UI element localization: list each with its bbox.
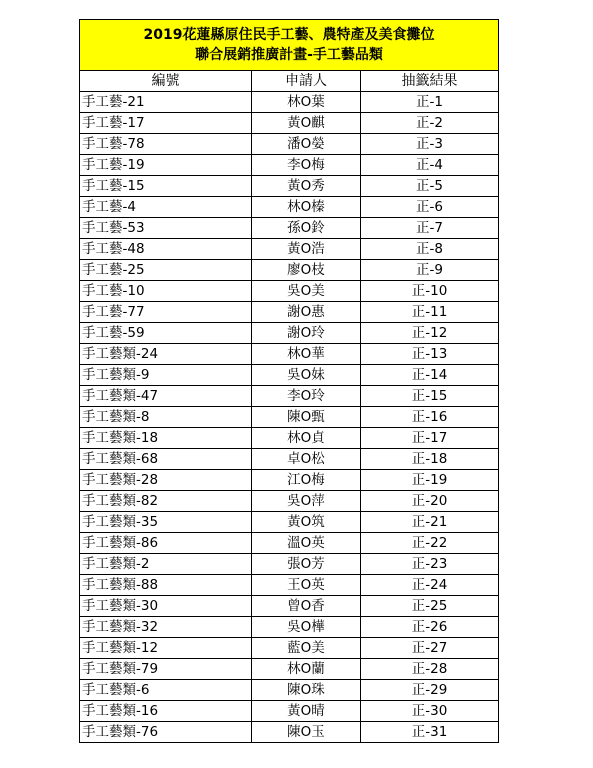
cell-applicant: 卓O松	[252, 449, 361, 470]
cell-result: 正-25	[361, 596, 499, 617]
cell-result: 正-30	[361, 701, 499, 722]
table-row	[80, 323, 499, 344]
table-row	[80, 575, 499, 596]
cell-applicant: 吳O美	[252, 281, 361, 302]
cell-applicant: 吳O萍	[252, 491, 361, 512]
cell-id: 手工藝類-79	[80, 659, 252, 680]
cell-applicant: 黃O晴	[252, 701, 361, 722]
cell-id: 手工藝類-76	[80, 722, 252, 743]
cell-id: 手工藝-10	[80, 281, 252, 302]
cell-result: 正-21	[361, 512, 499, 533]
cell-id: 手工藝類-18	[80, 428, 252, 449]
table-row	[80, 617, 499, 638]
cell-applicant: 林O華	[252, 344, 361, 365]
cell-result: 正-13	[361, 344, 499, 365]
cell-applicant: 陳O玉	[252, 722, 361, 743]
cell-result: 正-11	[361, 302, 499, 323]
cell-id: 手工藝-78	[80, 134, 252, 155]
table-row	[80, 218, 499, 239]
cell-id: 手工藝-21	[80, 92, 252, 113]
title-line-2: 聯合展銷推廣計畫-手工藝品類	[195, 47, 383, 63]
cell-id: 手工藝-77	[80, 302, 252, 323]
cell-applicant: 陳O甄	[252, 407, 361, 428]
cell-result: 正-19	[361, 470, 499, 491]
cell-result: 正-31	[361, 722, 499, 743]
cell-result: 正-2	[361, 113, 499, 134]
cell-result: 正-4	[361, 155, 499, 176]
cell-applicant: 陳O珠	[252, 680, 361, 701]
table-row	[80, 533, 499, 554]
cell-result: 正-7	[361, 218, 499, 239]
cell-result: 正-23	[361, 554, 499, 575]
cell-applicant: 孫O鈴	[252, 218, 361, 239]
cell-id: 手工藝類-86	[80, 533, 252, 554]
table-row	[80, 239, 499, 260]
cell-id: 手工藝-17	[80, 113, 252, 134]
cell-applicant: 江O梅	[252, 470, 361, 491]
cell-applicant: 王O英	[252, 575, 361, 596]
cell-applicant: 李O玲	[252, 386, 361, 407]
table-row	[80, 386, 499, 407]
cell-result: 正-16	[361, 407, 499, 428]
table-row	[80, 701, 499, 722]
cell-id: 手工藝類-6	[80, 680, 252, 701]
table-row	[80, 554, 499, 575]
cell-id: 手工藝類-16	[80, 701, 252, 722]
table-row	[80, 470, 499, 491]
cell-result: 正-20	[361, 491, 499, 512]
lottery-results-table	[79, 19, 499, 743]
table-row	[80, 134, 499, 155]
table-row	[80, 344, 499, 365]
cell-id: 手工藝類-9	[80, 365, 252, 386]
cell-id: 手工藝類-32	[80, 617, 252, 638]
cell-result: 正-5	[361, 176, 499, 197]
cell-result: 正-12	[361, 323, 499, 344]
cell-result: 正-10	[361, 281, 499, 302]
header-row	[80, 71, 499, 92]
cell-result: 正-24	[361, 575, 499, 596]
cell-result: 正-28	[361, 659, 499, 680]
cell-result: 正-1	[361, 92, 499, 113]
cell-applicant: 李O梅	[252, 155, 361, 176]
table-title	[80, 20, 499, 71]
table-row	[80, 680, 499, 701]
table-row	[80, 281, 499, 302]
cell-applicant: 藍O美	[252, 638, 361, 659]
cell-result: 正-27	[361, 638, 499, 659]
table-row	[80, 302, 499, 323]
cell-result: 正-15	[361, 386, 499, 407]
cell-result: 正-6	[361, 197, 499, 218]
cell-applicant: 黃O筑	[252, 512, 361, 533]
cell-id: 手工藝類-68	[80, 449, 252, 470]
cell-id: 手工藝-4	[80, 197, 252, 218]
table-row	[80, 365, 499, 386]
cell-id: 手工藝-19	[80, 155, 252, 176]
cell-id: 手工藝-15	[80, 176, 252, 197]
cell-applicant: 林O榛	[252, 197, 361, 218]
cell-id: 手工藝-48	[80, 239, 252, 260]
cell-result: 正-9	[361, 260, 499, 281]
cell-result: 正-18	[361, 449, 499, 470]
title-line-1: 2019花蓮縣原住民手工藝、農特產及美食攤位	[143, 27, 435, 43]
cell-applicant: 曾O香	[252, 596, 361, 617]
table-row	[80, 428, 499, 449]
title-row	[80, 20, 499, 71]
cell-id: 手工藝-25	[80, 260, 252, 281]
cell-id: 手工藝類-82	[80, 491, 252, 512]
cell-result: 正-3	[361, 134, 499, 155]
cell-id: 手工藝類-88	[80, 575, 252, 596]
cell-applicant: 林O葉	[252, 92, 361, 113]
cell-result: 正-29	[361, 680, 499, 701]
cell-applicant: 黃O浩	[252, 239, 361, 260]
table-row	[80, 197, 499, 218]
table-row	[80, 92, 499, 113]
cell-result: 正-17	[361, 428, 499, 449]
cell-applicant: 潘O嫈	[252, 134, 361, 155]
table-row	[80, 449, 499, 470]
cell-applicant: 黃O秀	[252, 176, 361, 197]
header-id: 編號	[80, 71, 252, 92]
cell-result: 正-8	[361, 239, 499, 260]
table-row	[80, 155, 499, 176]
table-row	[80, 176, 499, 197]
table-row	[80, 113, 499, 134]
table-row	[80, 596, 499, 617]
cell-result: 正-22	[361, 533, 499, 554]
cell-applicant: 林O蘭	[252, 659, 361, 680]
table-row	[80, 260, 499, 281]
cell-result: 正-26	[361, 617, 499, 638]
table-row	[80, 722, 499, 743]
table-row	[80, 407, 499, 428]
cell-id: 手工藝類-24	[80, 344, 252, 365]
cell-id: 手工藝類-8	[80, 407, 252, 428]
cell-applicant: 廖O枝	[252, 260, 361, 281]
cell-result: 正-14	[361, 365, 499, 386]
table-row	[80, 491, 499, 512]
cell-id: 手工藝類-30	[80, 596, 252, 617]
cell-id: 手工藝類-35	[80, 512, 252, 533]
cell-id: 手工藝類-28	[80, 470, 252, 491]
cell-applicant: 張O芳	[252, 554, 361, 575]
cell-applicant: 溫O英	[252, 533, 361, 554]
cell-applicant: 謝O玲	[252, 323, 361, 344]
cell-id: 手工藝-59	[80, 323, 252, 344]
header-result: 抽籤結果	[361, 71, 499, 92]
cell-id: 手工藝類-12	[80, 638, 252, 659]
table-row	[80, 638, 499, 659]
cell-applicant: 吳O樺	[252, 617, 361, 638]
cell-applicant: 黃O麒	[252, 113, 361, 134]
cell-applicant: 林O貞	[252, 428, 361, 449]
header-applicant: 申請人	[252, 71, 361, 92]
cell-applicant: 謝O惠	[252, 302, 361, 323]
cell-applicant: 吳O妹	[252, 365, 361, 386]
cell-id: 手工藝-53	[80, 218, 252, 239]
table-row	[80, 659, 499, 680]
table-row	[80, 512, 499, 533]
cell-id: 手工藝類-2	[80, 554, 252, 575]
cell-id: 手工藝類-47	[80, 386, 252, 407]
